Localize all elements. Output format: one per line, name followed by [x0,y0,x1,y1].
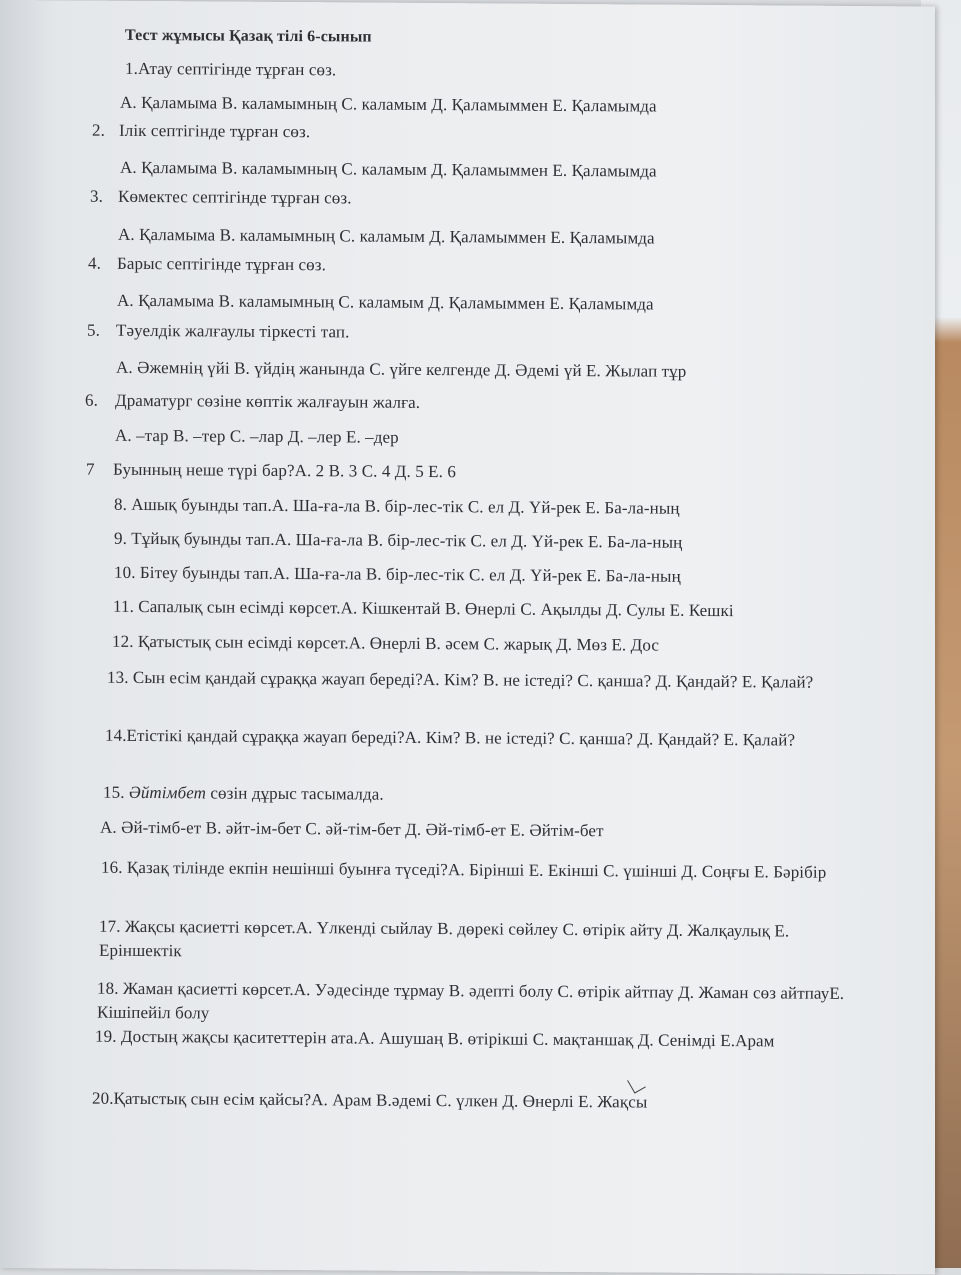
question-number: 7 [86,459,95,479]
question-text: Тәуелдік жалғаулы тіркесті тап. [116,320,350,342]
question-14: 14.Етістікі қандай сұраққа жауап береді?А. Кім? В. не істеді? С. қанша? Д. Қандай? Е. Қалай? [105,725,796,750]
question-20: 20.Қатыстық сын есім қайсы?А. Арам В.әдемі С. үлкен Д. Өнерлі Е. Жақсы [92,1088,648,1112]
question-text: Ілік септігінде тұрған сөз. [119,120,311,142]
question-word: Әйтімбет [128,782,207,803]
question-4 [88,254,326,276]
question-11: 11. Сапалық сын есімді көрсет.А. Кішкентай В. Өнерлі С. Ақылды Д. Сулы Е. Кешкі [113,596,734,621]
question-13: 13. Сын есім қандай сұраққа жауап береді?А. Кім? В. не істеді? С. қанша? Д. Қандай? Е. Қалай? [107,667,814,692]
answers-2: А. Қаламыма В. каламымның С. каламым Д. Қаламыммен Е. Қаламымда [120,157,657,181]
question-1: 1.Атау септігінде тұрған сөз. [125,58,337,80]
question-3 [90,187,352,209]
question-number: 3. [90,186,103,206]
question-5 [87,321,349,343]
question-18: 18. Жаман қасиетті көрсет.А. Уәдесінде тұрмау В. әдепті болу С. өтірік айтпау Д. Жаман сөз айтпауЕ. Кішіпейіл болу [97,978,845,1023]
question-number: 15. [103,782,125,802]
question-15 [103,783,384,805]
question-number: 6. [85,390,98,410]
question-10: 10. Бітеу буынды тап.А. Ша-ға-ла В. бір-лес-тік С. ел Д. Үй-рек Е. Ба-ла-ның [114,562,681,586]
question-number: 4. [88,253,101,273]
pen-mark [627,1074,646,1093]
question-text: Көмектес септігінде тұрған сөз. [118,186,352,208]
answers-6: А. –тар В. –тер С. –лар Д. –лер Е. –дер [115,425,399,447]
question-6 [85,391,420,413]
answers-4: А. Қаламыма В. каламымның С. каламым Д. Қаламыммен Е. Қаламымда [117,290,654,314]
question-number: 2. [92,120,105,140]
question-16: 16. Қазақ тілінде екпін нешінші буынға түседі?А. Бірінші Е. Екінші С. үшінші Д. Соңғы Е. Бәрібір [101,857,827,882]
question-7 [86,460,456,483]
question-17: 17. Жақсы қасиетті көрсет.А. Үлкенді сыйлау В. дөрекі сөйлеу С. өтірік айту Д. Жалқаулық Е. Еріншектік [99,916,790,961]
answers-3: А. Қаламыма В. каламымның С. каламым Д. Қаламыммен Е. Қаламымда [118,224,655,248]
question-8: 8. Ашық буынды тап.А. Ша-ға-ла В. бір-лес-тік С. ел Д. Үй-рек Е. Ба-ла-ның [114,494,680,518]
question-2 [92,121,310,143]
answers-5: А. Әжемнің үйі В. үйдің жанында С. үйге келгенде Д. Әдемі үй Е. Жылап тұр [116,357,687,381]
question-12: 12. Қатыстық сын есімді көрсет.А. Өнерлі В. әсем С. жарық Д. Мөз Е. Дос [112,631,659,655]
document-title: Тест жұмысы Қазақ тілі 6-сынып [125,26,372,46]
answers-1: А. Қаламыма В. каламымның С. каламым Д. Қаламыммен Е. Қаламымда [120,92,657,116]
question-number: 5. [87,320,100,340]
answers-15: А. Әй-тімб-ет В. әйт-ім-бет С. әй-тім-бет Д. Әй-тімб-ет Е. Әйтім-бет [100,817,604,841]
question-text: Буынның неше түрі бар?А. 2 В. 3 С. 4 Д. 5 Е. 6 [113,459,456,482]
question-9: 9. Тұйық буынды тап.А. Ша-ға-ла В. бір-лес-тік С. ел Д. Үй-рек Е. Ба-ла-ның [114,528,683,552]
question-text: Барыс септігінде тұрған сөз. [117,253,326,275]
question-19: 19. Достың жақсы қаситеттерін ата.А. Ашушаң В. өтірікші С. мақтаншақ Д. Сенімді Е.Арам [95,1026,775,1051]
question-text: Драматург сөзіне көптік жалғауын жалға. [115,390,421,412]
question-text: сөзін дұрыс тасымалда. [210,783,384,804]
